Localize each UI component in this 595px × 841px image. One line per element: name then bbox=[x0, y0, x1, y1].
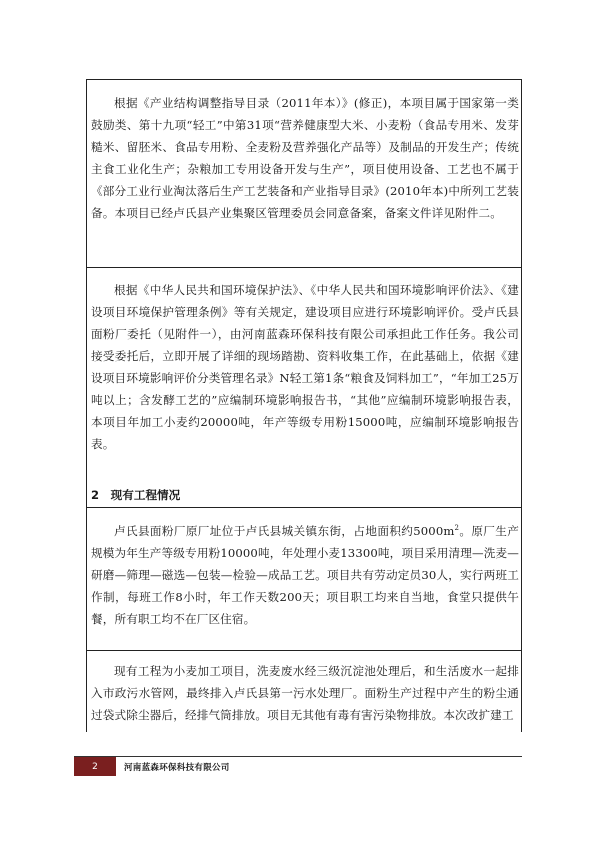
existing-text-suffix: 。原厂生产规模为年生产等级专用粉10000吨，年处理小麦13300吨，项目采用清理—洗麦—研磨—筛理—磁选—包装—检验—成品工艺。项目共有劳动定员30人，实行两班工作制，每班工作8小时，年工作天数200天；项目职工均来自当地，食堂只提供午餐，所有职工均不在厂区住宿。 bbox=[91, 523, 519, 626]
existing-text-prefix: 卢氏县面粉厂原厂址位于卢氏县城关镇东街，占地面积约5000m bbox=[114, 523, 455, 538]
area-unit-superscript: 2 bbox=[454, 524, 460, 532]
paragraph-wastewater bbox=[87, 660, 523, 726]
footer-rule bbox=[74, 756, 522, 757]
paragraph-wastewater-text: 现有工程为小麦加工项目，洗麦废水经三级沉淀池处理后，和生活废水一起排入市政污水管网，最终排入卢氏县第一污水处理厂。面粉生产过程中产生的粉尘通过袋式除尘器后，经排气筒排放。项目无其他有毒有害污染物排放。本次改扩建工 bbox=[91, 664, 519, 722]
section-divider bbox=[87, 650, 521, 651]
footer-company-name: 河南蓝森环保科技有限公司 bbox=[124, 763, 230, 773]
section-divider bbox=[87, 507, 521, 508]
paragraph-existing-project-text bbox=[91, 517, 519, 630]
paragraph-legal-basis-text: 根据《中华人民共和国环境保护法》、《中华人民共和国环境影响评价法》、《建设项目环境保护管理条例》等有关规定，建设项目应进行环境影响评价。受卢氏县面粉厂委托（见附件一），由河南蓝森环保科技有限公司承担此工作任务。我公司接受委托后，立即开展了详细的现场踏勘、资料收集工作，在此基础上，依据《建设项目环境影响评价分类管理名录》N轻工第1条“粮食及饲料加工”，“年加工25万吨以上；含发酵工艺的”应编制环境影响报告书，“其他”应编制环境影响报告表，本项目年加工小麦约20000吨，年产等级专用粉15000吨，应编制环境影响报告表。 bbox=[91, 283, 519, 451]
page-number: 2 bbox=[74, 757, 116, 776]
paragraph-industry-policy bbox=[87, 92, 523, 224]
content-frame bbox=[86, 79, 522, 732]
section-divider bbox=[87, 267, 521, 268]
paragraph-existing-project bbox=[87, 517, 523, 630]
section-heading-existing: 2 现有工程情况 bbox=[91, 488, 181, 502]
page-footer bbox=[74, 756, 522, 776]
paragraph-legal-basis bbox=[87, 279, 523, 455]
paragraph-industry-policy-text: 根据《产业结构调整指导目录（2011年本）》(修正)，本项目属于国家第一类鼓励类、第十九项“轻工”中第31项“营养健康型大米、小麦粉（食品专用米、发芽糙米、留胚米、食品专用粉、全麦粉及营养强化产品等）及制品的开发生产；传统主食工业化生产；杂粮加工专用设备开发与生产”，项目使用设备、工艺也不属于《部分工业行业淘汰落后生产工艺装备和产业指导目录》(2010年本)中所列工艺装备。本项目已经卢氏县产业集聚区管理委员会同意备案，备案文件详见附件二。 bbox=[91, 96, 519, 220]
